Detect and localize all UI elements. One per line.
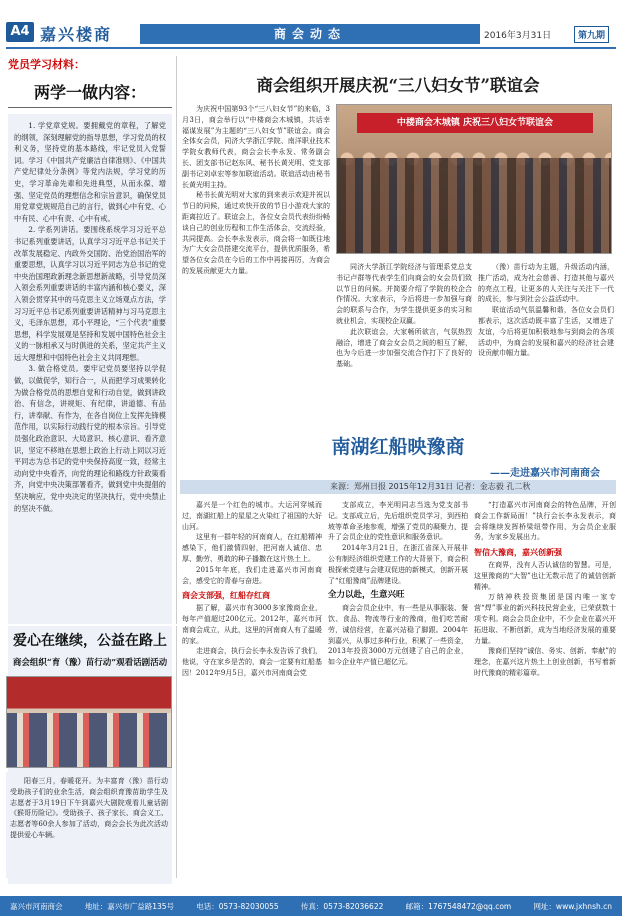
article2-column-1 xyxy=(182,500,322,888)
paragraph: 秘书长黄光明对大家的到来表示欢迎并祝以节日的问候，通过欢快开放的节日小游戏大家的距离拉近了。联谊会上，各位女会员代表纷纷畅谈自己的创业历程和工作生活体会，交流经验，共同提高。会长李永发表示，商会将一如既往地为广大女会员搭建交流平台，提供优质服务，希望各位女会员在今后的工作中再接再厉，为商会的发展贡献更大力量。 xyxy=(182,191,330,275)
paragraph: （豫）苗行动为主题，升级活动内涵，推广活动，成为社会慈善、打造其他与嘉兴的亮点工程，让更多的人关注与关注下一代的成长，参与到社会公益活动中。 xyxy=(478,263,614,304)
article3-caption xyxy=(6,772,172,878)
edition-badge: 第九期 xyxy=(574,26,609,43)
footer-address: 地址：嘉兴市广益路135号 xyxy=(84,901,175,911)
section-title: 商会动态 xyxy=(273,27,346,41)
page-number-badge: A4 xyxy=(6,22,34,42)
article1-title: 商会组织开展庆祝“三八妇女节”联谊会 xyxy=(256,76,540,95)
left-column-title: 两学一做内容： xyxy=(8,80,172,108)
article2-subhead-3: 智信大豫商，嘉兴创新强 xyxy=(474,547,562,558)
footer-website: 网址：www.jxhnsh.cn xyxy=(533,901,612,911)
left-column-label: 党员学习材料： xyxy=(8,58,85,71)
paragraph: 走进商会，执行会长李永发告诉了我们，他说，守在家乡是苦的，商会一定要有红船基因！2012年9月5日，嘉兴市河南商会党 xyxy=(182,647,322,677)
article2-subtitle: ——走进嘉兴市河南商会 xyxy=(490,468,600,479)
issue-date: 2016年3月31日 xyxy=(484,31,552,41)
article3-subtitle: 商会组织“育（豫）苗行动”观看话剧活动 xyxy=(12,658,168,668)
paragraph: 此次联谊会，大家畅所欲言，气氛热烈融洽，增进了商会女会员之间的相互了解，也为今后进一步加强交流合作打下了良好的基础。 xyxy=(336,327,472,369)
paragraph: 2015年年底，我们走进嘉兴市河南商会，感受它的青春与奋进。 xyxy=(182,565,322,585)
article2-column-2 xyxy=(328,500,468,890)
photo-banner: 中楼商会木城镇 庆祝三八妇女节联谊会 xyxy=(357,113,593,133)
paragraph: 万纳神秩投资集团是国内唯一家专营“焊”事业的新兴科技民营企业，已荣获数十项专利。商会会员企业中，不少企业在嘉兴开拓进取、不断创新，成为当地经济发展的重要力量。 xyxy=(474,593,616,645)
paragraph: 联谊活动气氛温馨和谐，各位女会员们都表示，这次活动既丰富了生活，又增进了友谊，今后将更加积极地参与到商会的各项活动中，为商会的发展和嘉兴的经济社会建设贡献巾帼力量。 xyxy=(478,306,614,358)
section-band xyxy=(140,24,480,44)
footer-org: 嘉兴市河南商会 xyxy=(10,901,63,911)
paragraph: 豫商们坚持“诚信、务实、创新、奉献”的理念，在嘉兴这片热土上创业创新，书写着新时代豫商的精彩篇章。 xyxy=(474,647,616,677)
paragraph: 2. 学系列讲话。要围绕系统学习习近平总书记系列重要讲话，认真学习习近平总书记关于改革发展稳定、内政外交国防、治党治国治军的重要思想，认真学习以习近平同志为总书记的党中央治国理政新理念新思想新战略，引导党员深入领会系列重要讲话的丰富内涵和核心要义，深入领会贯穿其中的马克思主义立场观点方法，学习习近平总书记系列重要讲话精神与习马克思主义，毛泽东思想，邓小平理论，“三个代表”重要思想，科学发展观是坚持和发展中国特色社会主义的一脉相承又与时俱进的关系，坚定共产主义远大理想和中国特色社会主义共同理想。 xyxy=(14,225,166,362)
article3-title: 爱心在继续，公益在路上 xyxy=(13,633,167,649)
photo-children xyxy=(7,713,171,767)
article1-column-1 xyxy=(182,104,330,344)
article1-column-3 xyxy=(478,262,614,422)
paragraph: 同济大学浙江学院经济与管理系党总支书记卢群等代表学生们向商会的女会员们致以节日的问候。并简要介绍了学院的校企合作情况。大家表示，今后将进一步加强与商会的联系与合作，为学生提供更多的实习和就业机会，实现校企双赢。 xyxy=(336,263,472,325)
footer-tel: 电话：0573-82030055 xyxy=(196,901,279,911)
article2-title: 南湖红船映豫商 xyxy=(331,436,465,458)
article1-photo xyxy=(336,104,612,254)
photo-people xyxy=(337,158,611,253)
footer-fax: 传真：0573-82036622 xyxy=(300,901,384,911)
spacer xyxy=(0,624,178,626)
article1-column-2 xyxy=(336,262,472,422)
paragraph: 支部成立，李光明同志当选为党支部书记。支部成立后，先后组织党员学习，到西柏坡等革命圣地参观，增强了党员的凝聚力，提升了会员企业的党性意识和服务意识。 xyxy=(328,501,468,542)
paragraph: 3. 做合格党员。要牢记党员要坚持以学促做，以做促学，知行合一，从而把学习成果转化为做合格党员的思想自觉和行动自觉，做到讲政治、有信念，讲规矩、有纪律，讲道德、有品行，讲奉献、有作为，在各自岗位上发挥先锋模范作用，以实际行动践行党的根本宗旨。引导党员强化政治意识、大局意识、核心意识、看齐意识，坚定不移地在思想上政治上行动上同以习近平同志为总书记的党中央保持高度一致，经常主动向党中央看齐，向党的理论和路线方针政策看齐，向党中央决策部署看齐，做到党中央提倡的坚决响应，党中央决定的坚决执行，党中央禁止的坚决不做。 xyxy=(14,364,166,513)
article2-byline: 来源：郑州日报 2015年12月31日 记者：金志毅 孔二秋 xyxy=(180,480,616,494)
paragraph: 这里有一群年轻的河南商人，在红船精神感染下，他们激情四射，把河南人诚信、忠厚、勤劳、勇敢的种子播撒在这片热土上。 xyxy=(182,533,322,563)
left-column-body xyxy=(8,114,172,884)
paragraph: 在商界，没有人否认诚信的智慧。可是，这里豫商的“大智”也让无数示范了的诚信创新精神。 xyxy=(474,560,616,591)
article2-subhead-2: 全力以赴，生意兴旺 xyxy=(328,590,405,601)
article3-photo xyxy=(6,676,172,768)
paragraph: 嘉兴是一个红色的城市。大运河穿城而过，南湖红船上的星星之火染红了祖国的大好山河。 xyxy=(182,501,322,531)
paragraph: 2014年3月21日，在浙江省深入开展非公有制经济组织党建工作的大背景下，商会积极探索党建与会建双促进的新模式，创新开展了“红船豫商”品牌建设。 xyxy=(328,544,468,585)
article2-column-3 xyxy=(474,500,616,890)
paragraph: “打造嘉兴市河南商会的特色品牌，开创商会工作新局面！”执行会长李永发表示，商会将继续发挥桥梁纽带作用，为会员企业服务，为家乡发展出力。 xyxy=(474,501,616,542)
article2-subhead-1: 商会支部强，红船存红商 xyxy=(182,590,270,601)
column-divider xyxy=(176,56,177,878)
paragraph: 据了解，嘉兴市有3000多家豫商企业，每年产值超过200亿元。2012年，嘉兴市河南商会成立，从此，这里的河南商人有了温暖的家。 xyxy=(182,604,322,645)
footer-email: 邮箱：1767548472@qq.com xyxy=(405,901,512,911)
paragraph: 阳春三月，春暖花开。为丰富育（豫）苗行动受助孩子们的业余生活，商会组织育豫苗助学生及志愿者于3月19日下午到嘉兴大剧院观看儿童话剧《猴哥历险记》。受助孩子、孩子家长、商会义工、志愿者等60余人参加了活动，商会会长为此次活动提供爱心车辆。 xyxy=(10,777,168,839)
newspaper-name: 嘉兴楼商 xyxy=(40,25,113,44)
paragraph: 1. 学党章党规。要拥戴党的章程，了解党的纲领，深刻理解党的指导思想，学习党员的权利义务，坚持党的基本路线，牢记党员入党誓词。学习《中国共产党廉洁自律准则》、《中国共产党纪律处分条例》等党内法规，学习党的历史，学习革命先辈和先进典型，从而永葆、增强、坚定党员的理想信念和宗旨意识，确保党员用党章党规规范自己的言行，做到心中有党、心中有民、心中有责、心中有戒。 xyxy=(14,121,166,223)
header-divider xyxy=(6,47,616,49)
paragraph: 商会会员企业中，有一些是从事服装、餐饮、食品、物流等行业的豫商，他们吃苦耐劳，诚信经营，在嘉兴站稳了脚跟。2004年到嘉兴，从事过多种行业，积累了一些资金，2013年投资3000万元创建了自己的企业，如今企业年产值已超亿元。 xyxy=(328,604,468,667)
paragraph: 为庆祝中国第93个“三八妇女节”的来临，3月3日，商会举行以“中楼商会木城镇，共话幸福谋发展”为主题的“三八妇女节”联谊会。商会全体女会员，同济大学浙江学院、南洋职业技术学院女教师代表，商会会长李永发、常务副会长、团支部书记赵东风、秘书长黄光明、党支部副书记刘卓宏等参加联谊活动。联谊活动由秘书长黄光明主持。 xyxy=(182,105,330,189)
masthead xyxy=(0,0,622,48)
footer xyxy=(0,896,622,916)
